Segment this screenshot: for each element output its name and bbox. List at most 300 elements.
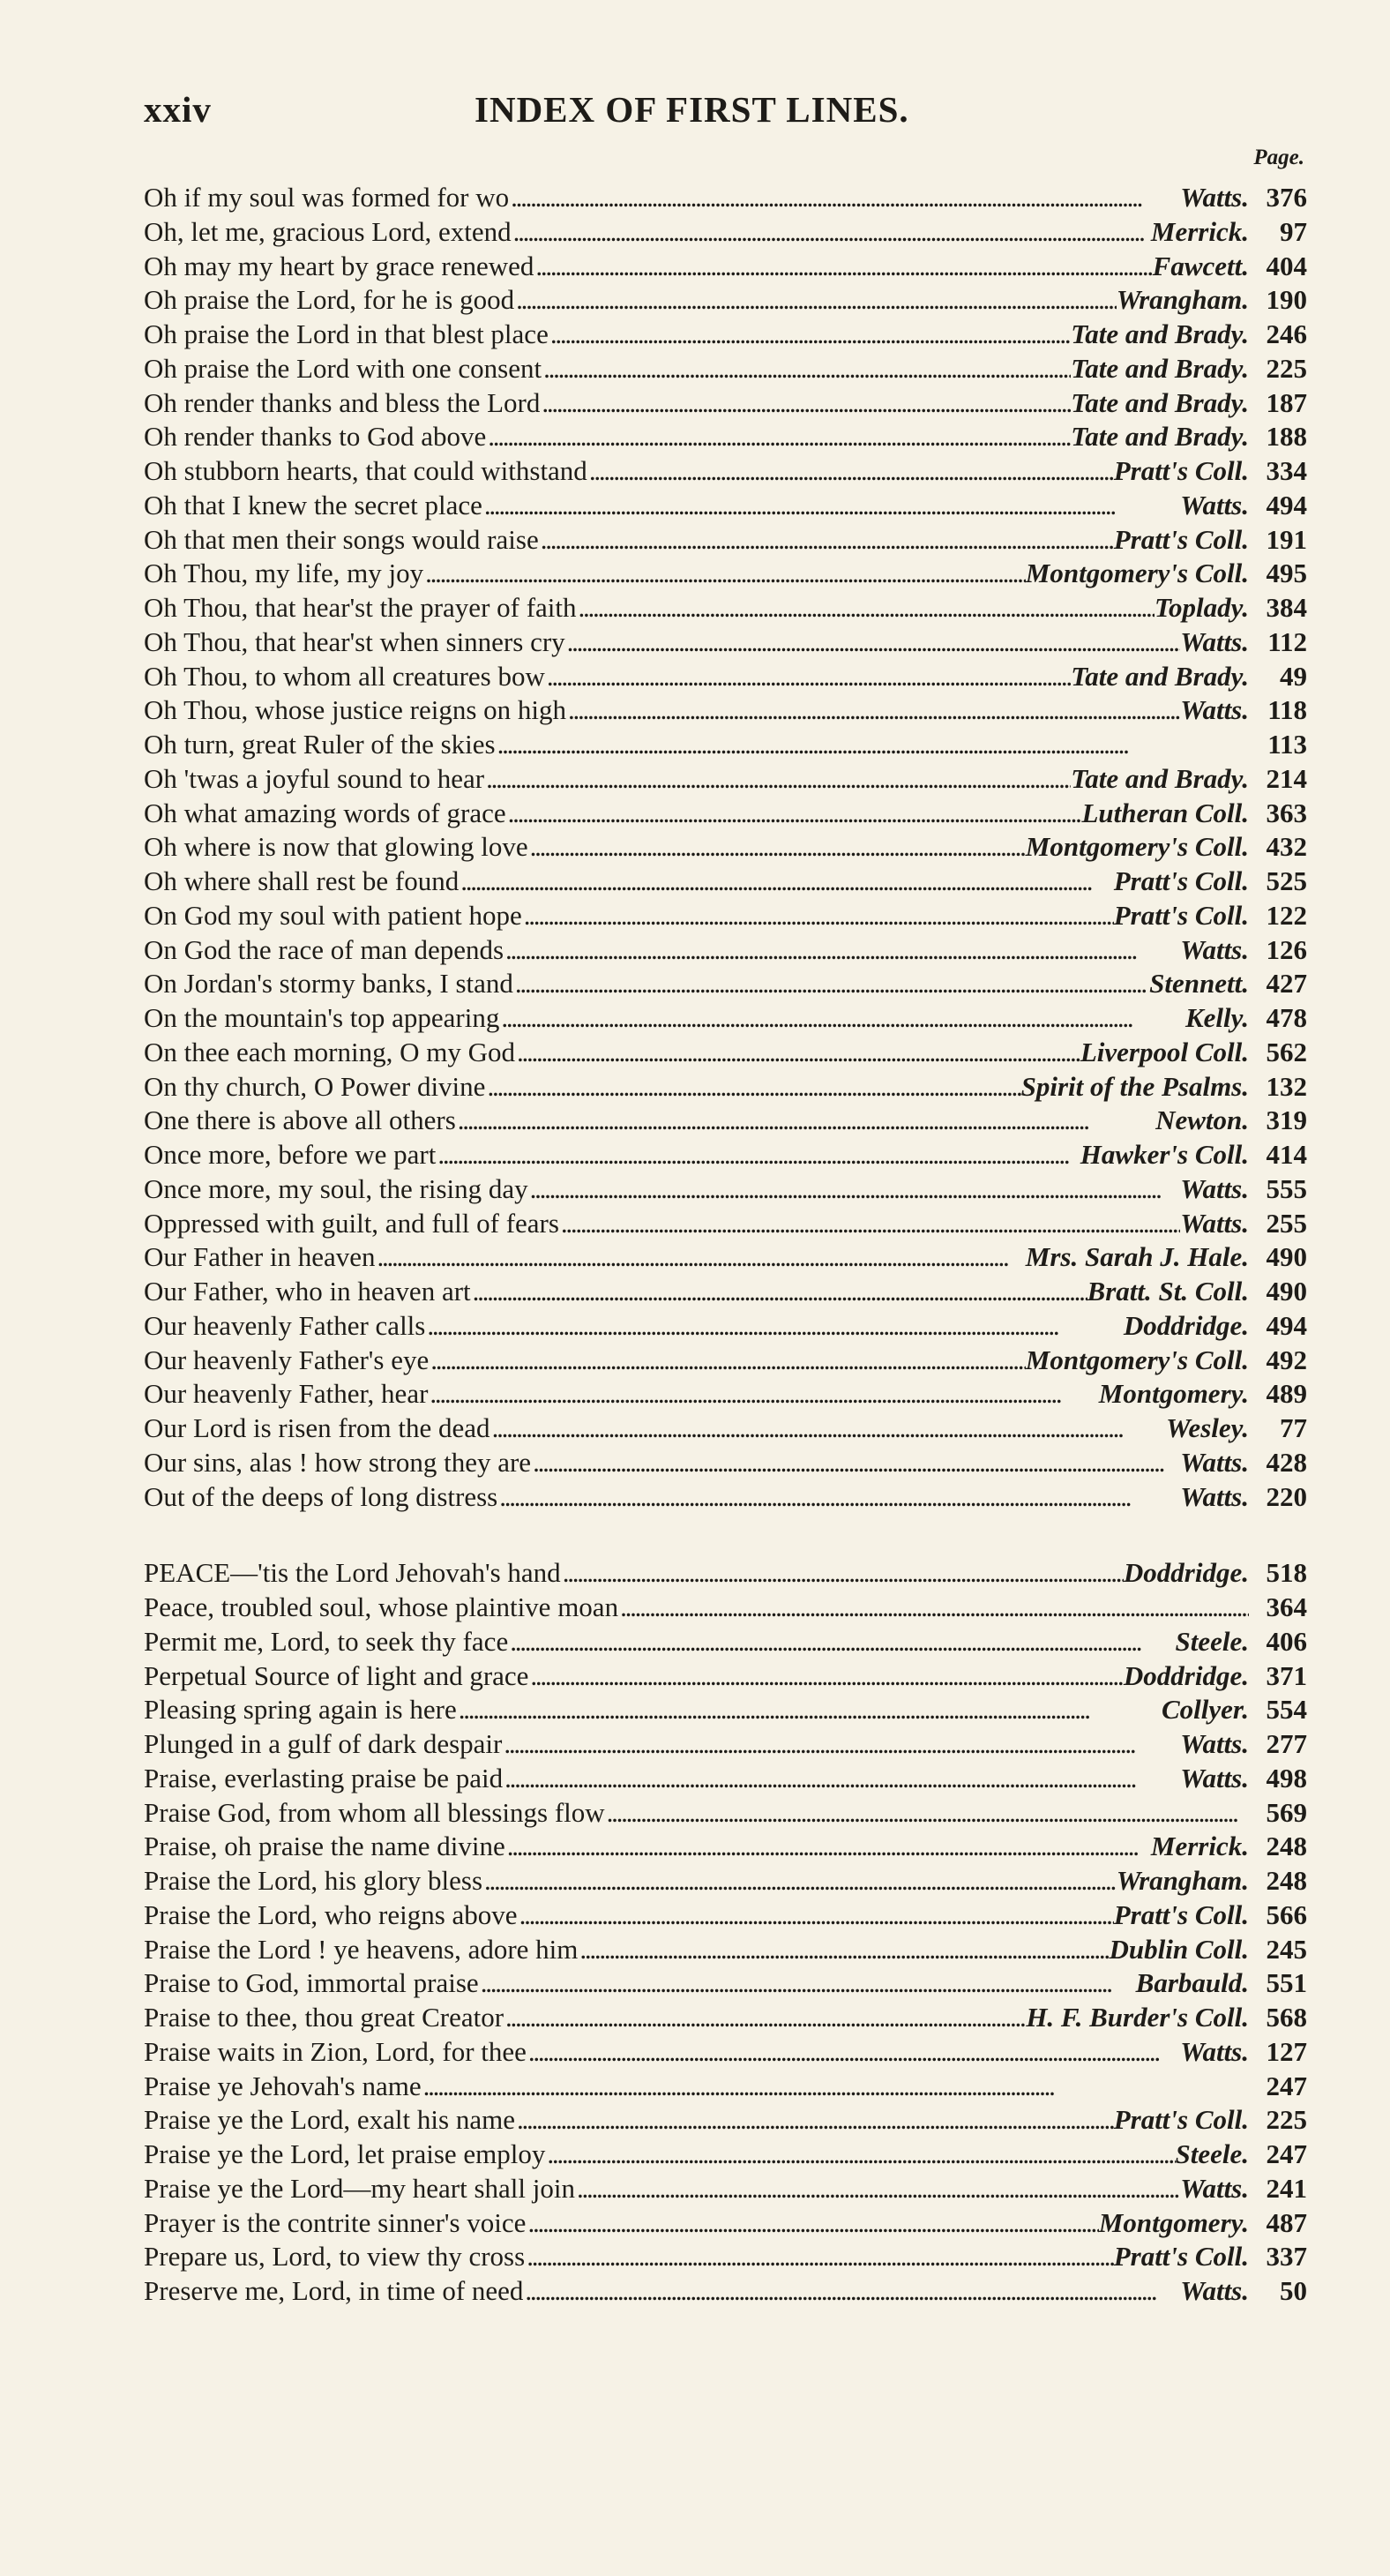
entry-page-number: 376 — [1266, 182, 1307, 213]
dot-leader — [561, 1556, 1124, 1591]
index-entry — [144, 865, 1307, 899]
index-entry — [144, 1556, 1307, 1591]
entry-author: Watts. — [1180, 1207, 1249, 1239]
entry-author: Watts. — [1180, 1728, 1249, 1759]
entry-page-number: 77 — [1280, 1412, 1307, 1443]
entry-author: Tate and Brady. — [1071, 421, 1249, 453]
dot-leader — [531, 1446, 1180, 1480]
entry-page-number: 255 — [1266, 1207, 1307, 1239]
entry-first-line: Our Father in heaven — [144, 1241, 376, 1273]
index-entry — [144, 1898, 1307, 1933]
index-entry — [144, 1659, 1307, 1694]
entry-first-line: On thee each morning, O my God — [144, 1036, 515, 1067]
index-entry — [144, 797, 1307, 831]
entry-first-line: Once more, my soul, the rising day — [144, 1172, 528, 1204]
entry-author: Fawcett. — [1152, 250, 1249, 281]
entry-first-line: Our sins, alas ! how strong they are — [144, 1446, 532, 1478]
dot-leader — [428, 1377, 1098, 1412]
entry-author: Watts. — [1180, 182, 1249, 213]
entry-author: Kelly. — [1184, 1002, 1249, 1033]
index-entry — [144, 523, 1307, 558]
entry-page-number: 525 — [1266, 865, 1307, 896]
index-entry — [144, 1377, 1307, 1412]
entry-author: Watts. — [1180, 2035, 1249, 2067]
entry-author: Bratt. St. Coll. — [1087, 1276, 1249, 1307]
entry-page-number: 518 — [1266, 1557, 1307, 1589]
entry-first-line: Praise to God, immortal praise — [144, 1967, 479, 1999]
entry-page-number: 487 — [1266, 2206, 1307, 2238]
entry-page-number: 118 — [1267, 694, 1307, 726]
entry-page-number: 247 — [1266, 2070, 1307, 2101]
index-entry — [144, 2172, 1307, 2206]
dot-leader — [503, 1762, 1180, 1796]
entry-author: Montgomery's Coll. — [1025, 831, 1249, 863]
index-entry — [144, 899, 1307, 933]
dot-leader — [504, 2001, 1026, 2035]
entry-author: Barbauld. — [1135, 1967, 1249, 1999]
entry-first-line: Praise ye the Lord—my heart shall join — [144, 2172, 575, 2204]
entry-page-number: 191 — [1266, 523, 1307, 555]
entry-page-number: 490 — [1266, 1276, 1307, 1307]
dot-leader — [549, 318, 1071, 352]
entry-page-number: 551 — [1266, 1967, 1307, 1999]
entry-page-number: 225 — [1266, 352, 1307, 384]
entry-author: Toplady. — [1154, 592, 1249, 623]
entry-page-number: 246 — [1266, 318, 1307, 349]
dot-leader — [577, 591, 1155, 625]
index-entry — [144, 1727, 1307, 1762]
entry-page-number: 478 — [1266, 1002, 1307, 1033]
entry-author: Newton. — [1155, 1105, 1249, 1136]
dot-leader — [575, 2172, 1180, 2206]
index-entry — [144, 1001, 1307, 1036]
page-column-label: Page. — [1253, 146, 1304, 169]
entry-first-line: Prepare us, Lord, to view thy cross — [144, 2241, 526, 2273]
dot-leader — [566, 693, 1180, 728]
dot-leader — [523, 2274, 1180, 2309]
entry-page-number: 187 — [1266, 386, 1307, 418]
dot-leader — [542, 352, 1071, 386]
index-entry — [144, 386, 1307, 421]
entry-first-line: Oh where is now that glowing love — [144, 831, 528, 863]
entry-author: Pratt's Coll. — [1113, 899, 1249, 931]
entry-page-number: 562 — [1266, 1036, 1307, 1067]
dot-leader — [429, 1344, 1026, 1378]
entry-first-line: Oppressed with guilt, and full of fears — [144, 1207, 559, 1239]
index-entries — [144, 181, 1307, 2309]
dot-leader — [545, 660, 1071, 694]
entry-page-number: 188 — [1266, 421, 1307, 453]
dot-leader — [425, 1309, 1124, 1344]
entry-first-line: Preserve me, Lord, in time of need — [144, 2275, 524, 2306]
index-entry — [144, 1309, 1307, 1344]
entry-first-line: Oh praise the Lord, for he is good — [144, 284, 515, 316]
entry-first-line: Oh if my soul was formed for wo — [144, 182, 510, 213]
entry-page-number: 568 — [1266, 2002, 1307, 2033]
entry-author: Merrick. — [1150, 215, 1249, 247]
entry-author: Watts. — [1180, 2275, 1249, 2306]
entry-first-line: Once more, before we part — [144, 1139, 437, 1170]
entry-page-number: 371 — [1266, 1659, 1307, 1691]
dot-leader — [528, 1659, 1124, 1694]
index-entry — [144, 557, 1307, 591]
dot-leader — [502, 1727, 1180, 1762]
dot-leader — [496, 728, 1249, 762]
entry-author: Wesley. — [1166, 1412, 1249, 1443]
index-entry — [144, 1036, 1307, 1070]
entry-first-line: Oh turn, great Ruler of the skies — [144, 729, 496, 760]
entry-author: Pratt's Coll. — [1113, 1898, 1249, 1930]
dot-leader — [490, 1412, 1167, 1446]
entry-author: Pratt's Coll. — [1113, 2241, 1249, 2273]
index-entry — [144, 1966, 1307, 2001]
entry-first-line: Our Lord is risen from the dead — [144, 1412, 490, 1443]
entry-first-line: Praise to thee, thou great Creator — [144, 2002, 504, 2033]
dot-leader — [525, 2240, 1114, 2274]
entry-first-line: Our heavenly Father's eye — [144, 1344, 430, 1375]
entry-first-line: Praise the Lord, who reigns above — [144, 1898, 518, 1930]
dot-leader — [587, 454, 1114, 489]
entry-first-line: On thy church, O Power divine — [144, 1070, 486, 1102]
dot-leader — [505, 1830, 1151, 1864]
index-entry — [144, 1762, 1307, 1796]
entry-first-line: Praise, oh praise the name divine — [144, 1831, 505, 1862]
entry-first-line: Praise waits in Zion, Lord, for thee — [144, 2035, 527, 2067]
running-header — [144, 88, 1302, 132]
index-entry — [144, 2070, 1307, 2104]
entry-page-number: 277 — [1266, 1728, 1307, 1759]
entry-page-number: 113 — [1267, 729, 1307, 760]
index-entry — [144, 2138, 1307, 2172]
page-folio: xxiv — [144, 89, 212, 130]
entry-first-line: Prayer is the contrite sinner's voice — [144, 2206, 527, 2238]
entry-author: Doddridge. — [1123, 1309, 1249, 1341]
entry-author: Steele. — [1175, 1625, 1249, 1657]
entry-first-line: Oh, let me, gracious Lord, extend — [144, 215, 512, 247]
index-entry — [144, 591, 1307, 625]
entry-page-number: 494 — [1266, 1309, 1307, 1341]
entry-author: Watts. — [1180, 2172, 1249, 2204]
index-entry — [144, 1275, 1307, 1309]
entry-page-number: 489 — [1266, 1378, 1307, 1410]
entry-first-line: Oh what amazing words of grace — [144, 797, 506, 828]
entry-page-number: 566 — [1266, 1898, 1307, 1930]
entry-author: Pratt's Coll. — [1113, 2104, 1249, 2136]
index-entry — [144, 1693, 1307, 1727]
entry-author: Watts. — [1180, 1762, 1249, 1793]
entry-first-line: On God my soul with patient hope — [144, 899, 522, 931]
entry-first-line: Pleasing spring again is here — [144, 1694, 457, 1726]
dot-leader — [499, 1001, 1185, 1036]
entry-first-line: Praise the Lord, his glory bless — [144, 1865, 483, 1896]
entry-page-number: 126 — [1266, 933, 1307, 965]
entry-page-number: 132 — [1266, 1070, 1307, 1102]
entry-page-number: 404 — [1266, 250, 1307, 281]
entry-page-number: 247 — [1266, 2138, 1307, 2169]
entry-page-number: 112 — [1267, 625, 1307, 657]
entry-page-number: 337 — [1266, 2241, 1307, 2273]
entry-author: Dublin Coll. — [1109, 1933, 1249, 1965]
dot-leader — [422, 2070, 1249, 2104]
entry-author: Pratt's Coll. — [1113, 865, 1249, 896]
index-entry — [144, 693, 1307, 728]
entry-first-line: Plunged in a gulf of dark despair — [144, 1728, 503, 1759]
entry-first-line: Oh render thanks and bless the Lord — [144, 386, 541, 418]
running-title: INDEX OF FIRST LINES. — [475, 89, 909, 130]
entry-author: Collyer. — [1161, 1694, 1249, 1726]
dot-leader — [515, 2103, 1114, 2138]
entry-first-line: Peace, troubled soul, whose plaintive moan — [144, 1591, 619, 1622]
entry-author: Montgomery. — [1098, 1378, 1249, 1410]
dot-leader — [504, 933, 1180, 968]
index-entry — [144, 1070, 1307, 1105]
dot-leader — [484, 762, 1071, 797]
index-entry — [144, 1104, 1307, 1138]
index-entry — [144, 352, 1307, 386]
entry-page-number: 555 — [1266, 1172, 1307, 1204]
index-entry — [144, 1412, 1307, 1446]
entry-first-line: On Jordan's stormy banks, I stand — [144, 968, 513, 1000]
dot-leader — [482, 489, 1180, 523]
entry-author: Montgomery's Coll. — [1025, 558, 1249, 589]
entry-first-line: Out of the deeps of long distress — [144, 1480, 498, 1512]
entry-first-line: Our heavenly Father calls — [144, 1309, 426, 1341]
index-entry — [144, 660, 1307, 694]
entry-author: Tate and Brady. — [1071, 386, 1249, 418]
entry-first-line: Oh Thou, my life, my joy — [144, 558, 424, 589]
entry-first-line: Praise, everlasting praise be paid — [144, 1762, 504, 1793]
dot-leader — [482, 1864, 1117, 1898]
dot-leader — [485, 1070, 1020, 1105]
entry-author: Montgomery's Coll. — [1025, 1344, 1249, 1375]
entry-author: Spirit of the Psalms. — [1020, 1070, 1249, 1102]
index-entry — [144, 1830, 1307, 1864]
entry-page-number: 363 — [1266, 797, 1307, 828]
index-entry — [144, 318, 1307, 352]
entry-first-line: Permit me, Lord, to seek thy face — [144, 1625, 509, 1657]
dot-leader — [459, 865, 1113, 899]
entry-author: Tate and Brady. — [1071, 762, 1249, 794]
entry-author: Stennett. — [1149, 968, 1249, 1000]
entry-page-number: 214 — [1266, 762, 1307, 794]
dot-leader — [509, 181, 1180, 215]
entry-first-line: Oh 'twas a joyful sound to hear — [144, 762, 485, 794]
dot-leader — [559, 1207, 1180, 1241]
dot-leader — [508, 1625, 1175, 1659]
entry-page-number: 49 — [1280, 660, 1307, 692]
entry-first-line: Oh Thou, whose justice reigns on high — [144, 694, 567, 726]
index-entry — [144, 1625, 1307, 1659]
dot-leader — [528, 830, 1026, 865]
entry-first-line: Oh may my heart by grace renewed — [144, 250, 534, 281]
entry-author: Tate and Brady. — [1071, 318, 1249, 349]
index-entry — [144, 283, 1307, 318]
dot-leader — [540, 386, 1071, 421]
entry-author: Doddridge. — [1123, 1557, 1249, 1589]
entry-first-line: Perpetual Source of light and grace — [144, 1659, 529, 1691]
dot-leader — [506, 797, 1082, 831]
entry-first-line: Oh Thou, that hear'st when sinners cry — [144, 625, 565, 657]
index-entry — [144, 1138, 1307, 1172]
entry-author: Watts. — [1180, 625, 1249, 657]
index-entry — [144, 1864, 1307, 1898]
entry-page-number: 122 — [1266, 899, 1307, 931]
entry-first-line: On God the race of man depends — [144, 933, 504, 965]
entry-page-number: 427 — [1266, 968, 1307, 1000]
dot-leader — [436, 1138, 1080, 1172]
entry-author: Watts. — [1180, 694, 1249, 726]
dot-leader — [518, 1898, 1114, 1933]
entry-first-line: Praise ye the Lord, exalt his name — [144, 2104, 515, 2136]
dot-leader — [456, 1104, 1155, 1138]
entry-first-line: Praise ye the Lord, let praise employ — [144, 2138, 546, 2169]
entry-page-number: 384 — [1266, 592, 1307, 623]
entry-page-number: 569 — [1266, 1796, 1307, 1828]
index-entry — [144, 454, 1307, 489]
entry-page-number: 494 — [1266, 489, 1307, 520]
entry-page-number: 364 — [1266, 1591, 1307, 1622]
entry-page-number: 319 — [1266, 1105, 1307, 1136]
dot-leader — [514, 283, 1117, 318]
dot-leader — [457, 1693, 1162, 1727]
index-entry — [144, 181, 1307, 215]
entry-page-number: 248 — [1266, 1865, 1307, 1896]
index-entry — [144, 2206, 1307, 2241]
dot-leader — [605, 1796, 1249, 1831]
entry-first-line: Praise God, from whom all blessings flow — [144, 1796, 605, 1828]
entry-first-line: Oh render thanks to God above — [144, 421, 487, 453]
dot-leader — [618, 1591, 1249, 1625]
entry-page-number: 50 — [1280, 2275, 1307, 2306]
dot-leader — [486, 420, 1071, 454]
index-entry — [144, 1796, 1307, 1831]
dot-leader — [515, 1036, 1080, 1070]
entry-first-line: Praise the Lord ! ye heavens, adore him — [144, 1933, 579, 1965]
entry-author: Lutheran Coll. — [1081, 797, 1249, 828]
index-entry — [144, 1207, 1307, 1241]
entry-author: Tate and Brady. — [1071, 660, 1249, 692]
index-entry — [144, 1172, 1307, 1207]
dot-leader — [513, 967, 1149, 1001]
dot-leader — [565, 625, 1181, 660]
entry-author: Merrick. — [1150, 1831, 1249, 1862]
entry-page-number: 127 — [1266, 2035, 1307, 2067]
entry-author: Tate and Brady. — [1071, 352, 1249, 384]
entry-page-number: 248 — [1266, 1831, 1307, 1862]
entry-first-line: Our Father, who in heaven art — [144, 1276, 471, 1307]
entry-first-line: Oh Thou, to whom all creatures bow — [144, 660, 545, 692]
index-entry — [144, 933, 1307, 968]
entry-first-line: On the mountain's top appearing — [144, 1002, 500, 1033]
entry-page-number: 334 — [1266, 455, 1307, 486]
entry-first-line: Our heavenly Father, hear — [144, 1378, 429, 1410]
entry-first-line: Oh praise the Lord with one consent — [144, 352, 542, 384]
dot-leader — [539, 523, 1114, 558]
dot-leader — [471, 1275, 1087, 1309]
entry-author: H. F. Burder's Coll. — [1026, 2002, 1249, 2033]
entry-page-number: 428 — [1266, 1446, 1307, 1478]
dot-leader — [512, 215, 1151, 250]
entry-author: Pratt's Coll. — [1113, 455, 1249, 486]
index-entry — [144, 1933, 1307, 1967]
entry-author: Pratt's Coll. — [1113, 523, 1249, 555]
entry-first-line: Oh praise the Lord in that blest place — [144, 318, 549, 349]
entry-author: Watts. — [1180, 1446, 1249, 1478]
entry-page-number: 432 — [1266, 831, 1307, 863]
entry-first-line: Oh that I knew the secret place — [144, 489, 482, 520]
entry-author: Watts. — [1180, 489, 1249, 520]
dot-leader — [376, 1240, 1026, 1275]
dot-leader — [534, 250, 1152, 284]
entry-author: Wrangham. — [1116, 1865, 1249, 1896]
entry-author: Steele. — [1175, 2138, 1249, 2169]
entry-page-number: 498 — [1266, 1762, 1307, 1793]
dot-leader — [578, 1933, 1109, 1967]
index-entry — [144, 420, 1307, 454]
entry-first-line: Oh Thou, that hear'st the prayer of faith — [144, 592, 577, 623]
index-entry — [144, 967, 1307, 1001]
index-entry — [144, 1344, 1307, 1378]
entry-first-line: Oh that men their songs would raise — [144, 523, 539, 555]
index-entry — [144, 2035, 1307, 2070]
index-entry — [144, 2103, 1307, 2138]
entry-author: Watts. — [1180, 1480, 1249, 1512]
entry-author: Watts. — [1180, 933, 1249, 965]
index-entry — [144, 1480, 1307, 1515]
entry-page-number: 495 — [1266, 558, 1307, 589]
entry-first-line: PEACE—'tis the Lord Jehovah's hand — [144, 1557, 561, 1589]
index-entry — [144, 762, 1307, 797]
entry-page-number: 190 — [1266, 284, 1307, 316]
entry-author: Mrs. Sarah J. Hale. — [1025, 1241, 1249, 1273]
entry-page-number: 490 — [1266, 1241, 1307, 1273]
index-entry — [144, 830, 1307, 865]
entry-first-line: One there is above all others — [144, 1105, 456, 1136]
entry-author: Montgomery. — [1098, 2206, 1249, 2238]
index-entry — [144, 250, 1307, 284]
entry-page-number: 97 — [1280, 215, 1307, 247]
entry-page-number: 241 — [1266, 2172, 1307, 2204]
dot-leader — [526, 2206, 1098, 2241]
dot-leader — [528, 1172, 1181, 1207]
index-entry — [144, 2240, 1307, 2274]
dot-leader — [527, 2035, 1180, 2070]
index-entry — [144, 728, 1307, 762]
entry-author: Watts. — [1180, 1172, 1249, 1204]
index-entry — [144, 1240, 1307, 1275]
entry-first-line: Praise ye Jehovah's name — [144, 2070, 422, 2101]
dot-leader — [522, 899, 1114, 933]
index-entry — [144, 215, 1307, 250]
entry-author: Hawker's Coll. — [1080, 1139, 1249, 1170]
index-entry — [144, 2001, 1307, 2035]
dot-leader — [423, 557, 1026, 591]
entry-author: Liverpool Coll. — [1080, 1036, 1249, 1067]
entry-page-number: 554 — [1266, 1694, 1307, 1726]
index-entry — [144, 1591, 1307, 1625]
dot-leader — [545, 2138, 1175, 2172]
dot-leader — [497, 1480, 1180, 1515]
dot-leader — [479, 1966, 1136, 2001]
index-entry — [144, 1446, 1307, 1480]
entry-author: Wrangham. — [1116, 284, 1249, 316]
entry-page-number: 406 — [1266, 1625, 1307, 1657]
index-entry — [144, 489, 1307, 523]
entry-page-number: 414 — [1266, 1139, 1307, 1170]
entry-page-number: 492 — [1266, 1344, 1307, 1375]
entry-page-number: 245 — [1266, 1933, 1307, 1965]
entry-page-number: 220 — [1266, 1480, 1307, 1512]
